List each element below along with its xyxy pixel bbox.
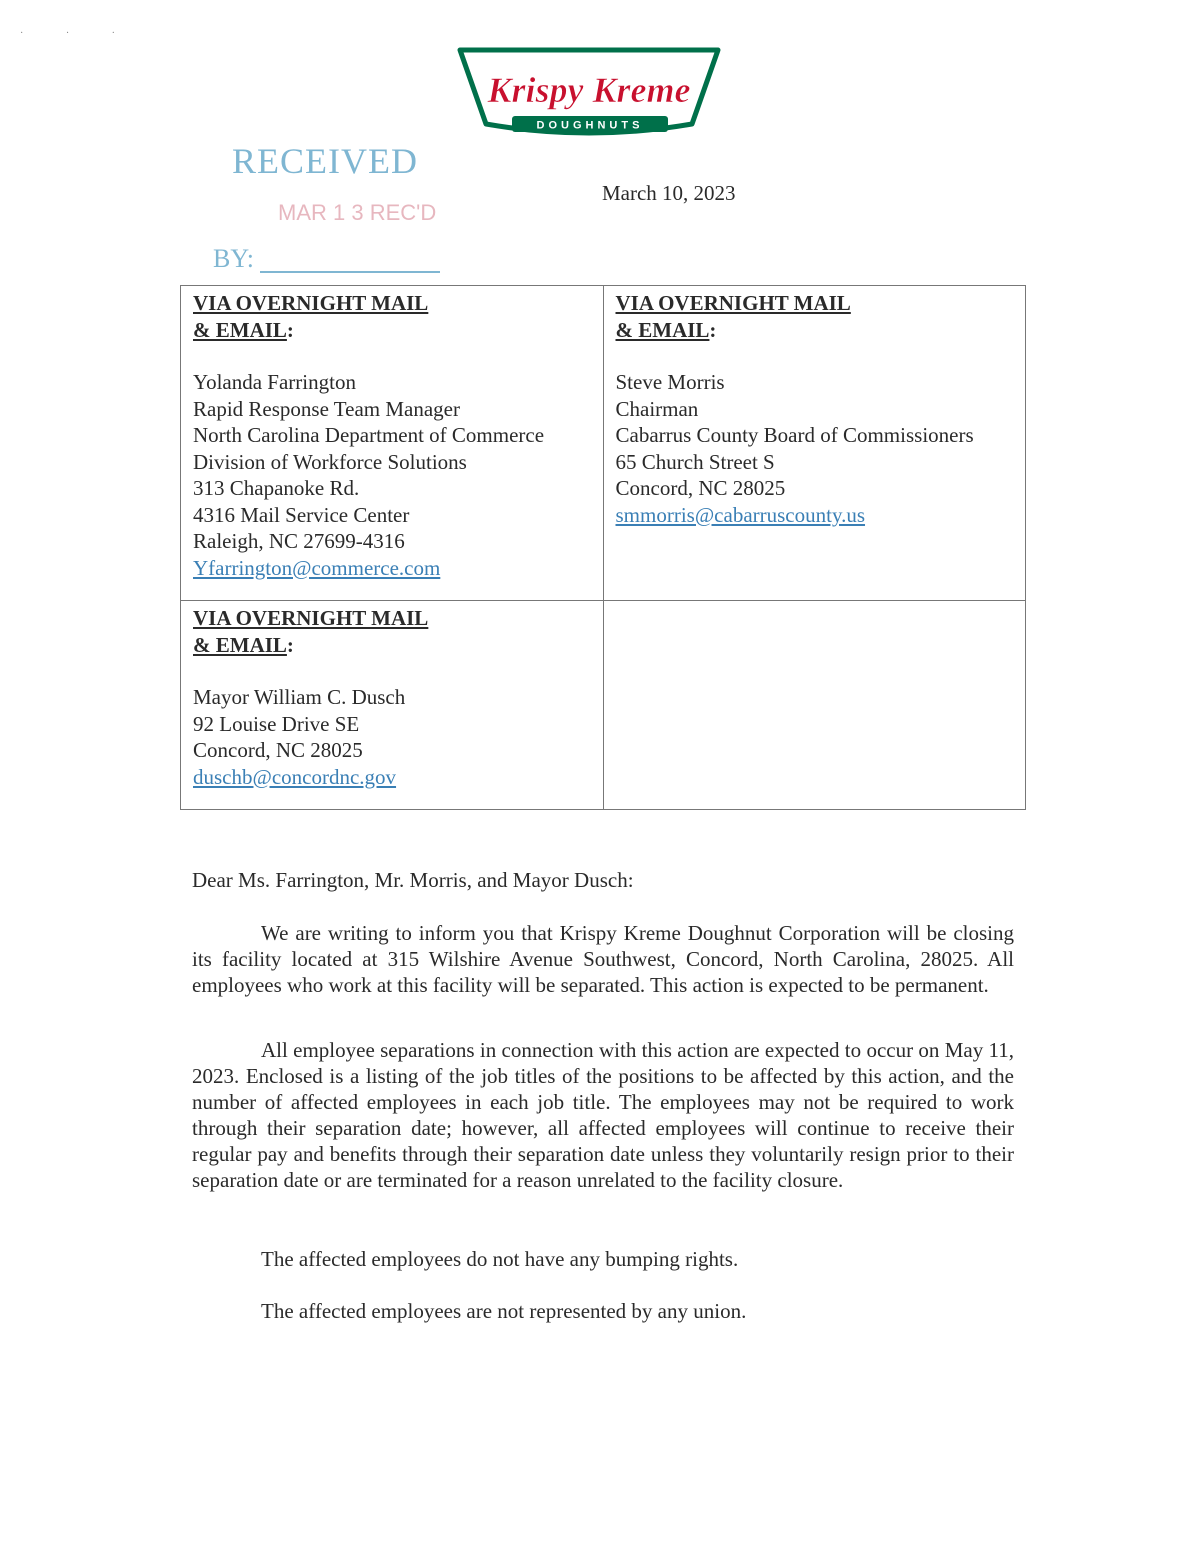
address-line: 4316 Mail Service Center <box>193 502 410 527</box>
logo-brand-text: Krispy Kreme <box>487 70 691 110</box>
received-stamp-signature-line <box>260 271 440 273</box>
address-line: Rapid Response Team Manager <box>193 396 460 421</box>
address-line: Concord, NC 28025 <box>615 476 786 500</box>
logo-sub-text: DOUGHNUTS <box>536 119 644 132</box>
recipient-address <box>193 369 591 581</box>
body-paragraph: The affected employees are not represented by any union. <box>261 1299 747 1323</box>
body-paragraph: All employee separations in connection with this action are expected to occur on May 11, 2023. Enclosed is a listing of the job titles of the positions to be affected by this action, and the number of affected employees in each job title. The employees may not be required to work through their separation date; however, all affected employees will continue to receive their regular pay and benefits through their separation date unless they voluntarily resign prior to their separation date or are terminated for a reason unrelated to the facility closure. <box>192 1038 1014 1192</box>
via-line-1: VIA OVERNIGHT MAIL <box>193 291 429 315</box>
received-stamp-by: BY: <box>213 244 254 273</box>
address-line: Chairman <box>615 396 699 421</box>
received-stamp: RECEIVED <box>232 141 418 181</box>
via-line-1: VIA OVERNIGHT MAIL <box>615 291 851 315</box>
salutation: Dear Ms. Farrington, Mr. Morris, and Mayor Dusch: <box>192 868 634 892</box>
address-line: Concord, NC 28025 <box>193 738 363 762</box>
address-line: Yolanda Farrington <box>193 370 356 394</box>
recipient-address <box>616 369 1014 528</box>
received-stamp-date: MAR 1 3 REC'D <box>278 200 437 225</box>
via-line-2: & EMAIL <box>193 632 287 657</box>
krispy-kreme-logo <box>456 44 722 136</box>
recipient-cell-morris: VIA OVERNIGHT MAIL & EMAIL: Steve Morris Chairman Cabarrus County Board of Commissioners 65 Church Street S Concord, NC 28025 smmorris@cabarruscounty.us <box>603 286 1026 601</box>
address-line: Raleigh, NC 27699-4316 <box>193 529 405 553</box>
address-line: Mayor William C. Dusch <box>193 685 406 709</box>
address-line: Steve Morris <box>615 370 725 394</box>
address-line: North Carolina Department of Commerce <box>193 423 545 447</box>
via-line-2: & EMAIL <box>615 317 710 342</box>
via-line-1: VIA OVERNIGHT MAIL <box>193 606 429 630</box>
empty-cell <box>603 601 1026 810</box>
body-paragraph: The affected employees do not have any bumping rights. <box>261 1247 739 1271</box>
recipient-address <box>193 684 591 790</box>
recipients-table <box>180 285 1026 810</box>
scan-specks: · · · <box>20 28 135 39</box>
address-line: Cabarrus County Board of Commissioners <box>615 423 974 447</box>
address-line: 65 Church Street S <box>615 449 775 474</box>
email-link[interactable]: smmorris@cabarruscounty.us <box>615 502 866 527</box>
recipient-cell-farrington: VIA OVERNIGHT MAIL & EMAIL: Yolanda Farrington Rapid Response Team Manager North Carolina Department of Commerce Division of Workforce Solutions 313 Chapanoke Rd. 4316 Mail Service Center Raleigh, NC 27699-4316 Yfarrington@commerce.com <box>181 286 604 601</box>
email-link[interactable]: Yfarrington@commerce.com <box>193 555 441 580</box>
address-line: Division of Workforce Solutions <box>193 449 467 474</box>
address-line: 313 Chapanoke Rd. <box>193 476 360 500</box>
via-line-2: & EMAIL <box>193 317 287 342</box>
body-paragraph: We are writing to inform you that Krispy Kreme Doughnut Corporation will be closing its facility located at 315 Wilshire Avenue Southwest, Concord, North Carolina, 28025. All employees who work at this facility will be separated. This action is expected to be permanent. <box>192 921 1014 997</box>
address-line: 92 Louise Drive SE <box>193 711 360 736</box>
recipient-cell-dusch: VIA OVERNIGHT MAIL & EMAIL: Mayor William C. Dusch 92 Louise Drive SE Concord, NC 28025 duschb@concordnc.gov <box>181 601 604 810</box>
letter-date: March 10, 2023 <box>602 181 736 205</box>
email-link[interactable]: duschb@concordnc.gov <box>193 764 397 789</box>
